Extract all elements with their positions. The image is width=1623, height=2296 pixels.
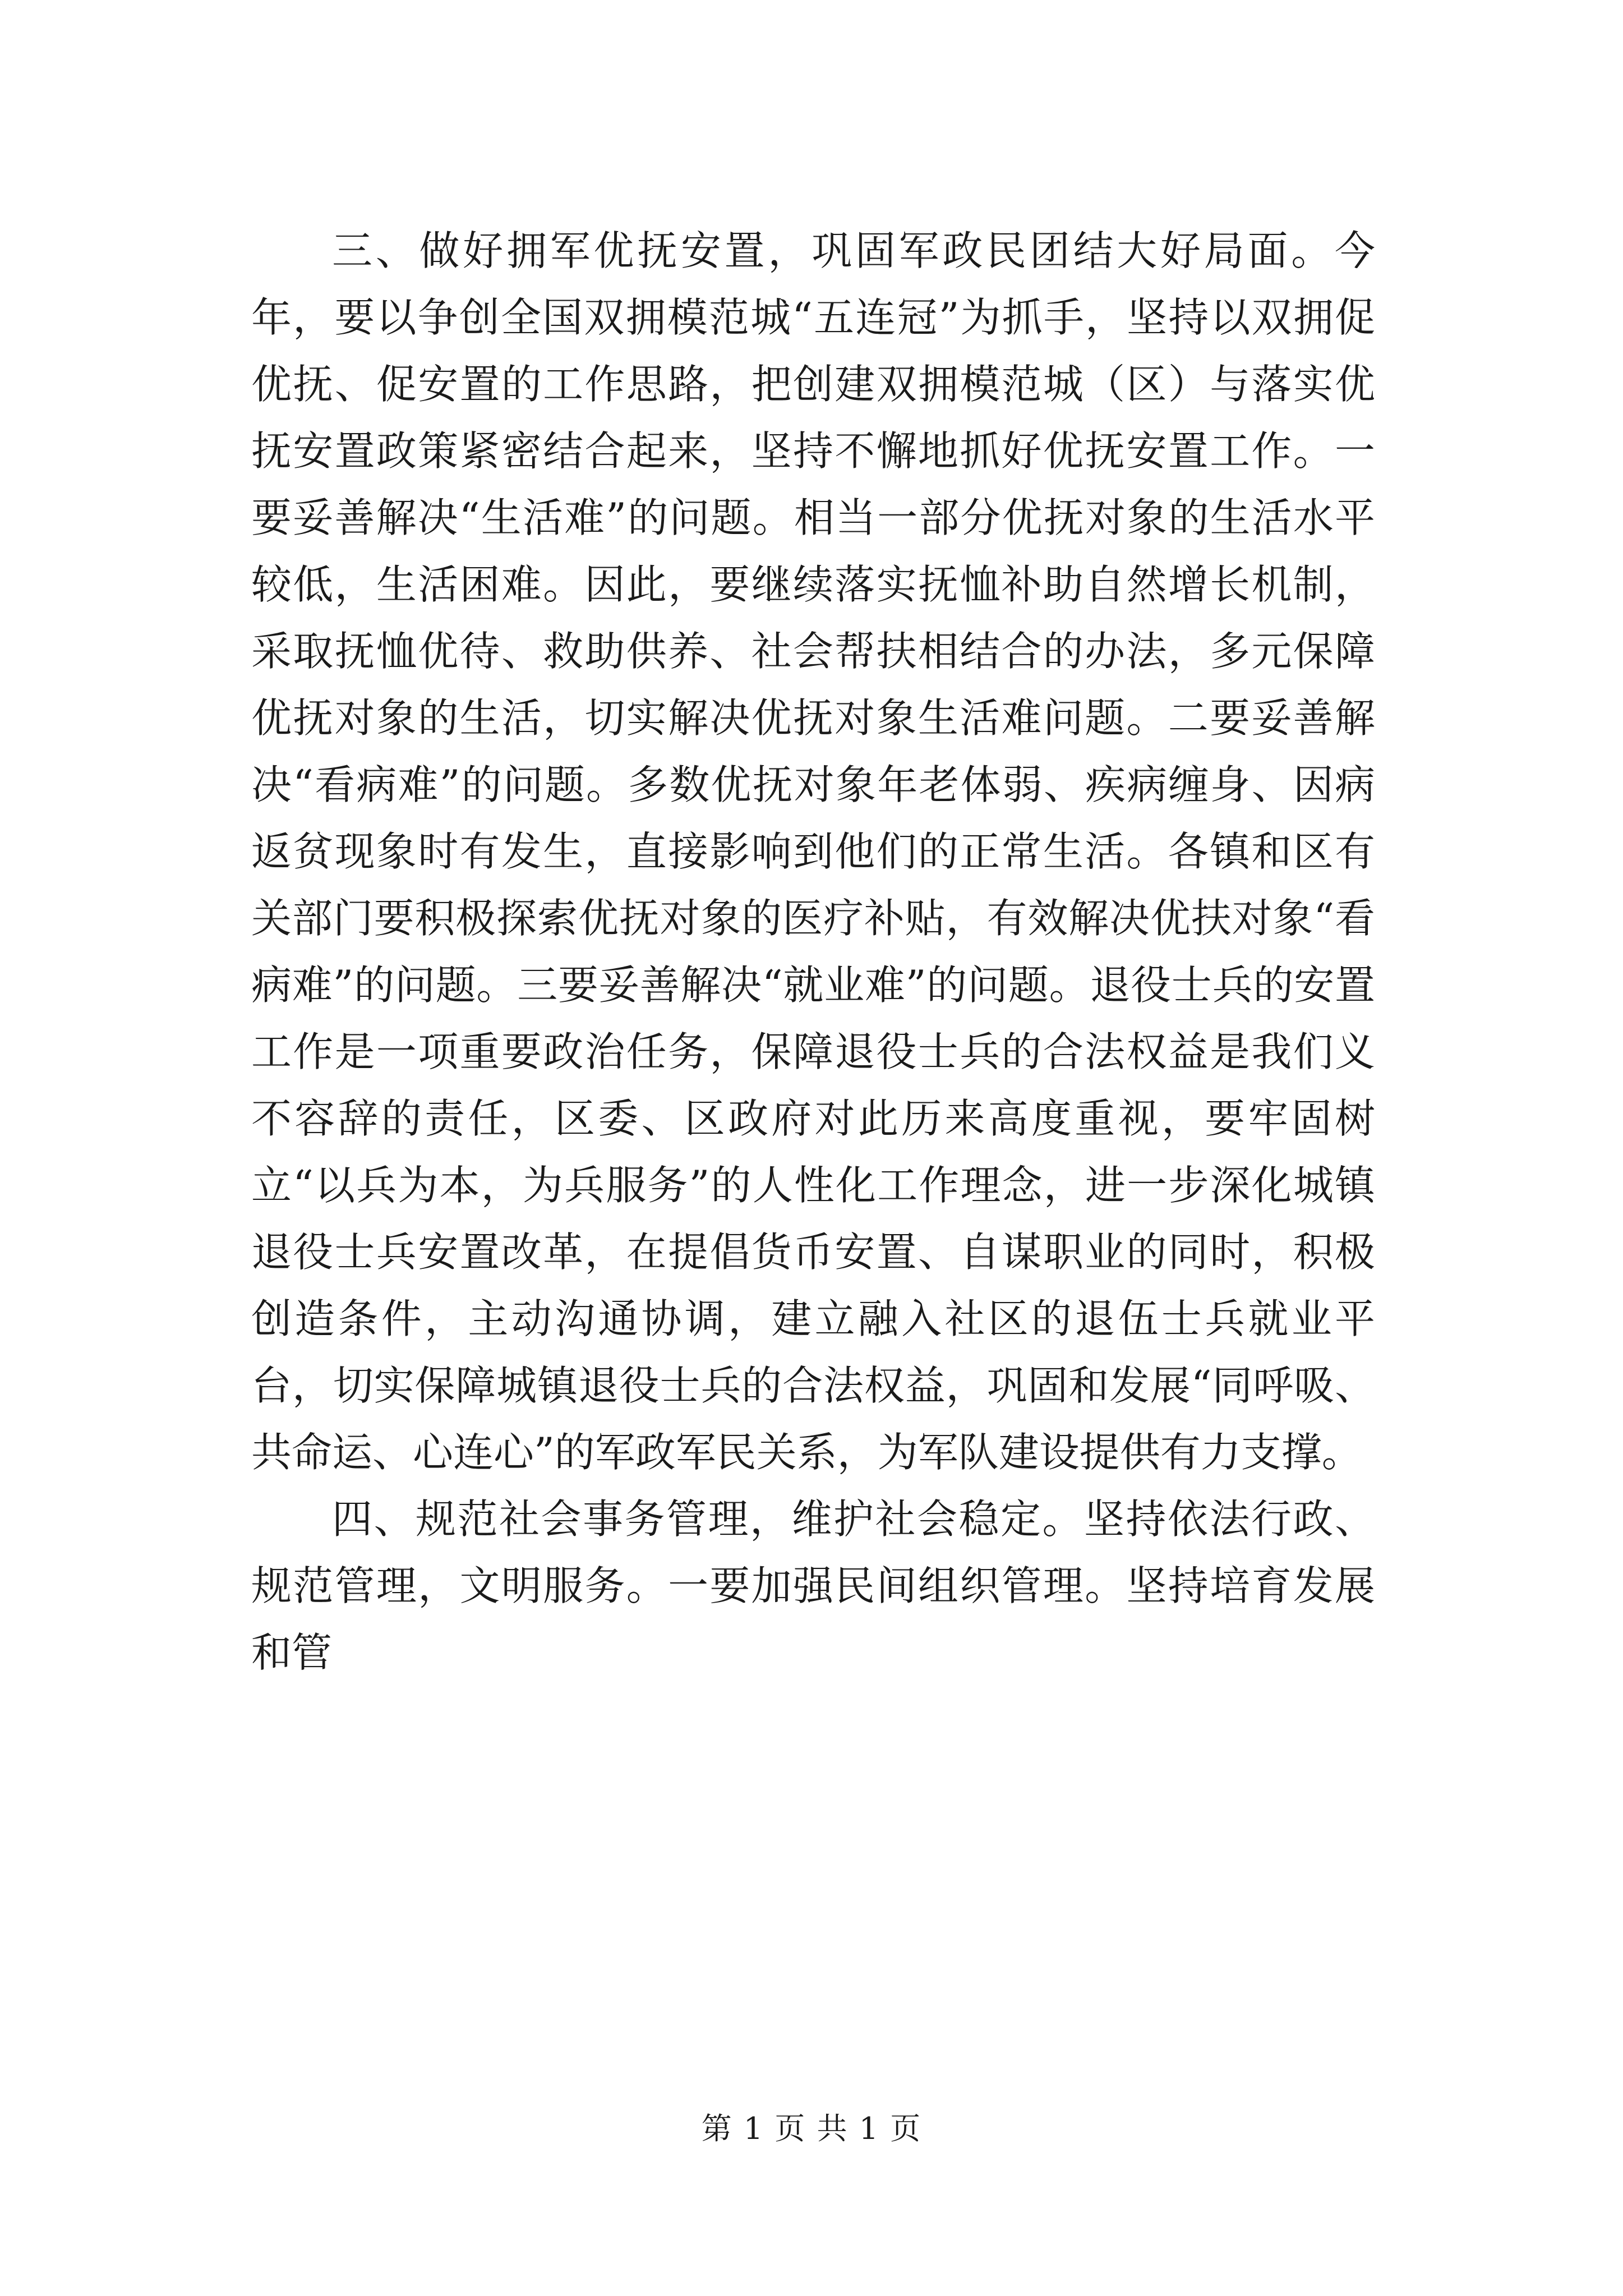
document-body bbox=[251, 218, 1375, 1686]
page-footer bbox=[0, 2105, 1623, 2148]
paragraph-section-4: 四、规范社会事务管理，维护社会稳定。坚持依法行政、规范管理，文明服务。一要加强民间组织管理。坚持培育发展和管 bbox=[251, 1496, 1375, 1676]
page-number-label: 第 1 页 共 1 页 bbox=[701, 2111, 922, 2146]
paragraph-section-3: 三、做好拥军优抚安置，巩固军政民团结大好局面。今年，要以争创全国双拥模范城“五连冠”为抓手，坚持以双拥促优抚、促安置的工作思路，把创建双拥模范城（区）与落实优抚安置政策紧密结合起来，坚持不懈地抓好优抚安置工作。一要妥善解决“生活难”的问题。相当一部分优抚对象的生活水平较低，生活困难。因此，要继续落实抚恤补助自然增长机制，采取抚恤优待、救助供养、社会帮扶相结合的办法，多元保障优抚对象的生活，切实解决优抚对象生活难问题。二要妥善解决“看病难”的问题。多数优抚对象年老体弱、疾病缠身、因病返贫现象时有发生，直接影响到他们的正常生活。各镇和区有关部门要积极探索优抚对象的医疗补贴，有效解决优扶对象“看病难”的问题。三要妥善解决“就业难”的问题。退役士兵的安置工作是一项重要政治任务，保障退役士兵的合法权益是我们义不容辞的责任，区委、区政府对此历来高度重视，要牢固树立“以兵为本，为兵服务”的人性化工作理念，进一步深化城镇退役士兵安置改革，在提倡货币安置、自谋职业的同时，积极创造条件，主动沟通协调，建立融入社区的退伍士兵就业平台，切实保障城镇退役士兵的合法权益，巩固和发展“同呼吸、共命运、心连心”的军政军民关系，为军队建设提供有力支撑。 bbox=[251, 227, 1375, 1476]
